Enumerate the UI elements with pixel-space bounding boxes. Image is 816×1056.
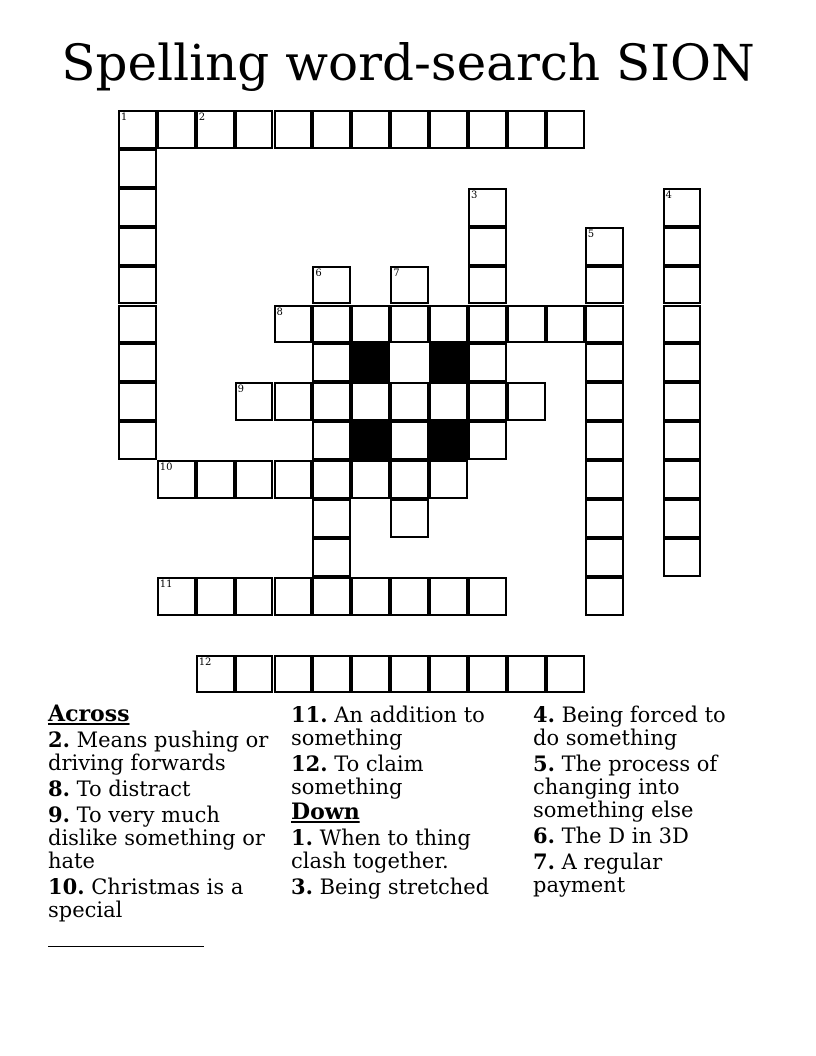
grid-cell[interactable]	[390, 499, 429, 538]
clue-number: 3	[471, 189, 478, 201]
grid-cell[interactable]	[157, 460, 196, 499]
grid-cell[interactable]	[390, 382, 429, 421]
page-title: Spelling word-search SION	[61, 34, 755, 92]
grid-cell[interactable]	[468, 305, 507, 344]
black-cell	[429, 343, 468, 382]
grid-cell[interactable]	[196, 460, 235, 499]
grid-cell[interactable]	[196, 577, 235, 616]
grid-cell[interactable]	[157, 577, 196, 616]
clue-number: 4	[665, 189, 672, 201]
clue-number: 7	[393, 267, 400, 279]
grid-cell[interactable]	[663, 499, 702, 538]
grid-cell[interactable]	[390, 266, 429, 305]
answer-blank-line	[48, 946, 204, 947]
grid-cell[interactable]	[585, 343, 624, 382]
grid-cell[interactable]	[312, 110, 351, 149]
grid-cell[interactable]	[196, 655, 235, 694]
grid-cell[interactable]	[663, 305, 702, 344]
clue-number: 8	[276, 306, 283, 318]
grid-cell[interactable]	[663, 188, 702, 227]
clue-down-1: 1. When to thing clash together.	[291, 825, 471, 873]
grid-cell[interactable]	[546, 655, 585, 694]
grid-cell[interactable]	[312, 266, 351, 305]
grid-cell[interactable]	[507, 110, 546, 149]
grid-cell[interactable]	[274, 655, 313, 694]
grid-cell[interactable]	[312, 499, 351, 538]
grid-cell[interactable]	[235, 110, 274, 149]
clue-number: 10	[159, 462, 173, 474]
grid-cell[interactable]	[274, 577, 313, 616]
black-cell	[351, 343, 390, 382]
grid-cell[interactable]	[196, 110, 235, 149]
grid-cell[interactable]	[468, 343, 507, 382]
grid-cell[interactable]	[585, 577, 624, 616]
clue-number: 5	[587, 228, 595, 240]
clue-down-7: 7. A regular payment	[533, 849, 663, 897]
grid-cell[interactable]	[274, 305, 313, 344]
down-heading: Down	[291, 799, 360, 825]
grid-cell[interactable]	[585, 538, 624, 577]
grid-cell[interactable]	[118, 227, 157, 266]
grid-cell[interactable]	[274, 110, 313, 149]
grid-cell[interactable]	[235, 382, 274, 421]
clue-across-11: 11. An addition to something	[291, 702, 485, 750]
clue-column-2	[291, 703, 511, 901]
grid-cell[interactable]	[585, 227, 624, 266]
grid-cell[interactable]	[663, 538, 702, 577]
grid-cell[interactable]	[312, 460, 351, 499]
grid-cell[interactable]	[546, 110, 585, 149]
grid-cell[interactable]	[235, 655, 274, 694]
grid-cell[interactable]	[585, 266, 624, 305]
grid-cell[interactable]	[351, 382, 390, 421]
grid-cell[interactable]	[390, 421, 429, 460]
clue-across-8: 8. To distract	[48, 776, 191, 801]
grid-cell[interactable]	[390, 110, 429, 149]
grid-cell[interactable]	[312, 421, 351, 460]
grid-cell[interactable]	[312, 655, 351, 694]
grid-cell[interactable]	[468, 577, 507, 616]
grid-cell[interactable]	[663, 227, 702, 266]
grid-cell[interactable]	[468, 227, 507, 266]
grid-cell[interactable]	[351, 110, 390, 149]
grid-cell[interactable]	[507, 382, 546, 421]
grid-cell[interactable]	[663, 421, 702, 460]
grid-cell[interactable]	[507, 655, 546, 694]
grid-cell[interactable]	[663, 343, 702, 382]
grid-cell[interactable]	[118, 421, 157, 460]
clue-down-5: 5. The process of changing into something else	[533, 751, 718, 822]
grid-cell[interactable]	[235, 460, 274, 499]
grid-cell[interactable]	[351, 655, 390, 694]
grid-cell[interactable]	[118, 266, 157, 305]
grid-cell[interactable]	[274, 460, 313, 499]
grid-cell[interactable]	[468, 382, 507, 421]
grid-cell[interactable]	[429, 655, 468, 694]
clue-across-9: 9. To very much dislike something or hate	[48, 802, 265, 873]
grid-cell[interactable]	[118, 149, 157, 188]
clue-across-12: 12. To claim something	[291, 751, 424, 799]
grid-cell[interactable]	[507, 305, 546, 344]
grid-cell[interactable]	[390, 577, 429, 616]
grid-cell[interactable]	[468, 421, 507, 460]
grid-cell[interactable]	[663, 460, 702, 499]
clue-number: 12	[198, 656, 212, 668]
grid-cell[interactable]	[585, 499, 624, 538]
grid-cell[interactable]	[429, 110, 468, 149]
black-cell	[351, 421, 390, 460]
clue-column-3	[533, 703, 758, 899]
grid-cell[interactable]	[663, 382, 702, 421]
clue-across-10: 10. Christmas is a special	[48, 875, 273, 947]
grid-cell[interactable]	[312, 382, 351, 421]
grid-cell[interactable]	[274, 382, 313, 421]
grid-cell[interactable]	[118, 382, 157, 421]
grid-cell[interactable]	[585, 460, 624, 499]
grid-cell[interactable]	[663, 266, 702, 305]
grid-cell[interactable]	[429, 460, 468, 499]
grid-cell[interactable]	[351, 305, 390, 344]
grid-cell[interactable]	[118, 110, 157, 149]
clue-across-2: 2. Means pushing or driving forwards	[48, 727, 269, 775]
grid-cell[interactable]	[312, 343, 351, 382]
clue-number: 2	[198, 112, 206, 123]
grid-cell[interactable]	[429, 305, 468, 344]
grid-cell[interactable]	[429, 577, 468, 616]
grid-cell[interactable]	[118, 305, 157, 344]
grid-cell[interactable]	[351, 460, 390, 499]
grid-cell[interactable]	[585, 382, 624, 421]
clue-number: 9	[237, 384, 244, 396]
clue-down-4: 4. Being forced to do something	[533, 702, 726, 750]
clue-down-6: 6. The D in 3D	[533, 823, 689, 848]
black-cell	[429, 421, 468, 460]
grid-cell[interactable]	[118, 343, 157, 382]
grid-cell[interactable]	[312, 305, 351, 344]
grid-cell[interactable]	[157, 110, 196, 149]
clue-column-1	[48, 703, 273, 949]
grid-cell[interactable]	[118, 188, 157, 227]
grid-cell[interactable]	[468, 655, 507, 694]
grid-cell[interactable]	[585, 305, 624, 344]
clue-number: 11	[159, 578, 173, 590]
grid-cell[interactable]	[546, 305, 585, 344]
clue-number: 1	[120, 112, 128, 123]
grid-cell[interactable]	[468, 266, 507, 305]
grid-cell[interactable]	[390, 460, 429, 499]
clue-down-3: 3. Being stretched	[291, 874, 490, 899]
grid-cell[interactable]	[468, 110, 507, 149]
across-heading: Across	[48, 701, 130, 727]
grid-cell[interactable]	[390, 305, 429, 344]
grid-cell[interactable]	[312, 577, 351, 616]
clue-number: 6	[315, 267, 322, 279]
grid-cell[interactable]	[351, 577, 390, 616]
grid-cell[interactable]	[468, 188, 507, 227]
grid-cell[interactable]	[429, 382, 468, 421]
grid-cell[interactable]	[235, 577, 274, 616]
grid-cell[interactable]	[585, 421, 624, 460]
grid-cell[interactable]	[390, 655, 429, 694]
grid-cell[interactable]	[312, 538, 351, 577]
